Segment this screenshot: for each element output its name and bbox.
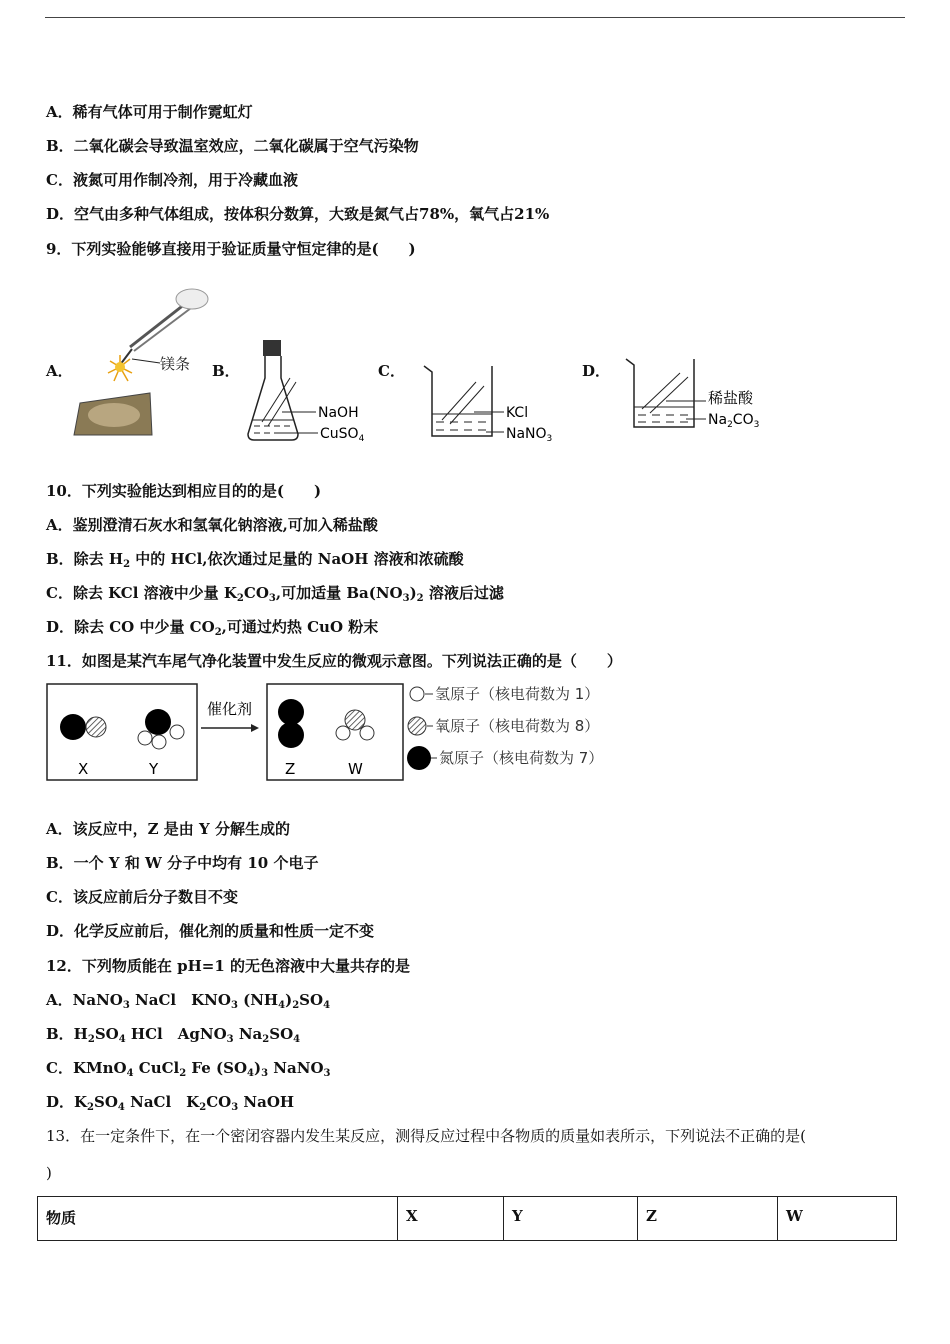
q13-stem-cont: ) — [46, 1164, 52, 1182]
q11-option-a: A．该反应中，Z 是由 Y 分解生成的 — [46, 820, 290, 838]
q10-stem: 10．下列实验能达到相应目的的是( ) — [46, 482, 322, 500]
q12-option-c: C．KMnO$_4$ CuCl$_2$ Fe $(SO_4)_3$ NaNO$_3$ — [46, 1059, 331, 1079]
label-kcl: KCl — [506, 405, 529, 421]
label-na2co3: $Na_2CO_3$ — [708, 412, 760, 430]
table-header-cell: 物质 — [38, 1197, 398, 1241]
figure-magnesium-burning — [70, 285, 210, 445]
q12-option-d: D．$K_2SO_4$ NaCl $K_2CO_3$ NaOH — [46, 1093, 295, 1113]
q8-option-b: B．二氧化碳会导致温室效应，二氧化碳属于空气污染物 — [46, 137, 419, 155]
q13-stem: 13．在一定条件下，在一个密闭容器内发生某反应，测得反应过程中各物质的质量如表所示，下列说法不正确的是( — [46, 1127, 806, 1145]
q8-option-a: A．稀有气体可用于制作霓虹灯 — [46, 103, 253, 121]
legend-oxygen: 氧原子（核电荷数为 8） — [435, 717, 600, 735]
figure-beaker-hcl-na2co3 — [622, 355, 772, 435]
q10-option-b: B．除去 $H_2$ 中的 HCl,依次通过足量的 NaOH 溶液和浓硫酸 — [46, 550, 464, 570]
q12-option-b: B．$H_2SO_4$ HCl AgNO$_3$ $Na_2SO_4$ — [46, 1025, 301, 1045]
q9-stem: 9．下列实验能够直接用于验证质量守恒定律的是( ) — [46, 240, 416, 258]
legend-nitrogen: 氮原子（核电荷数为 7） — [439, 749, 604, 767]
label-w: W — [348, 760, 363, 778]
q9-label-a: A． — [46, 362, 73, 380]
q11-option-c: C．该反应前后分子数目不变 — [46, 888, 238, 906]
figure-flask-naoh-cuso4 — [240, 338, 380, 448]
q10-option-a: A．鉴别澄清石灰水和氢氧化钠溶液,可加入稀盐酸 — [46, 516, 378, 534]
table-header-cell: Z — [638, 1197, 778, 1241]
q12-stem: 12．下列物质能在 pH=1 的无色溶液中大量共存的是 — [46, 957, 410, 975]
q8-option-d: D．空气由多种气体组成，按体积分数算，大致是氮气占78%，氧气占21% — [46, 205, 550, 223]
figure-reaction-diagram — [45, 680, 625, 785]
label-z: Z — [285, 760, 296, 778]
q13-table — [37, 1196, 897, 1241]
q9-label-d: D． — [582, 362, 611, 380]
figure-beaker-kcl-nano3 — [420, 362, 570, 444]
label-naoh: NaOH — [318, 405, 359, 421]
q10-option-c: C．除去 KCl 溶液中少量 $K_2CO_3$,可加适量 $Ba(NO_3)_2$ 溶液后过滤 — [46, 584, 504, 604]
legend-hydrogen: 氢原子（核电荷数为 1） — [435, 685, 600, 703]
label-catalyst: 催化剂 — [207, 700, 253, 718]
q11-stem: 11．如图是某汽车尾气净化装置中发生反应的微观示意图。下列说法正确的是（ ） — [46, 652, 622, 670]
header-rule — [45, 17, 905, 18]
label-nano3: NaNO$_3$ — [506, 426, 553, 444]
q9-label-b: B． — [212, 362, 240, 380]
label-y: Y — [149, 760, 159, 778]
q11-option-b: B．一个 Y 和 W 分子中均有 10 个电子 — [46, 854, 319, 872]
label-x: X — [78, 760, 89, 778]
q9-label-c: C． — [378, 362, 405, 380]
table-header-cell: Y — [504, 1197, 638, 1241]
q11-option-d: D．化学反应前后，催化剂的质量和性质一定不变 — [46, 922, 375, 940]
label-dilute-hcl: 稀盐酸 — [708, 389, 754, 407]
q10-option-d: D．除去 CO 中少量 $CO_2$,可通过灼热 CuO 粉末 — [46, 618, 379, 638]
label-cuso4: CuSO$_4$ — [320, 426, 365, 444]
table-header-cell: X — [398, 1197, 504, 1241]
label-magnesium: 镁条 — [160, 355, 191, 373]
q12-option-a: A．NaNO$_3$ NaCl $KNO_3$ $(NH_4)_2SO_4$ — [46, 991, 331, 1011]
q8-option-c: C．液氮可用作制冷剂，用于冷藏血液 — [46, 171, 298, 189]
table-header-row — [38, 1197, 897, 1241]
table-header-cell: W — [778, 1197, 897, 1241]
